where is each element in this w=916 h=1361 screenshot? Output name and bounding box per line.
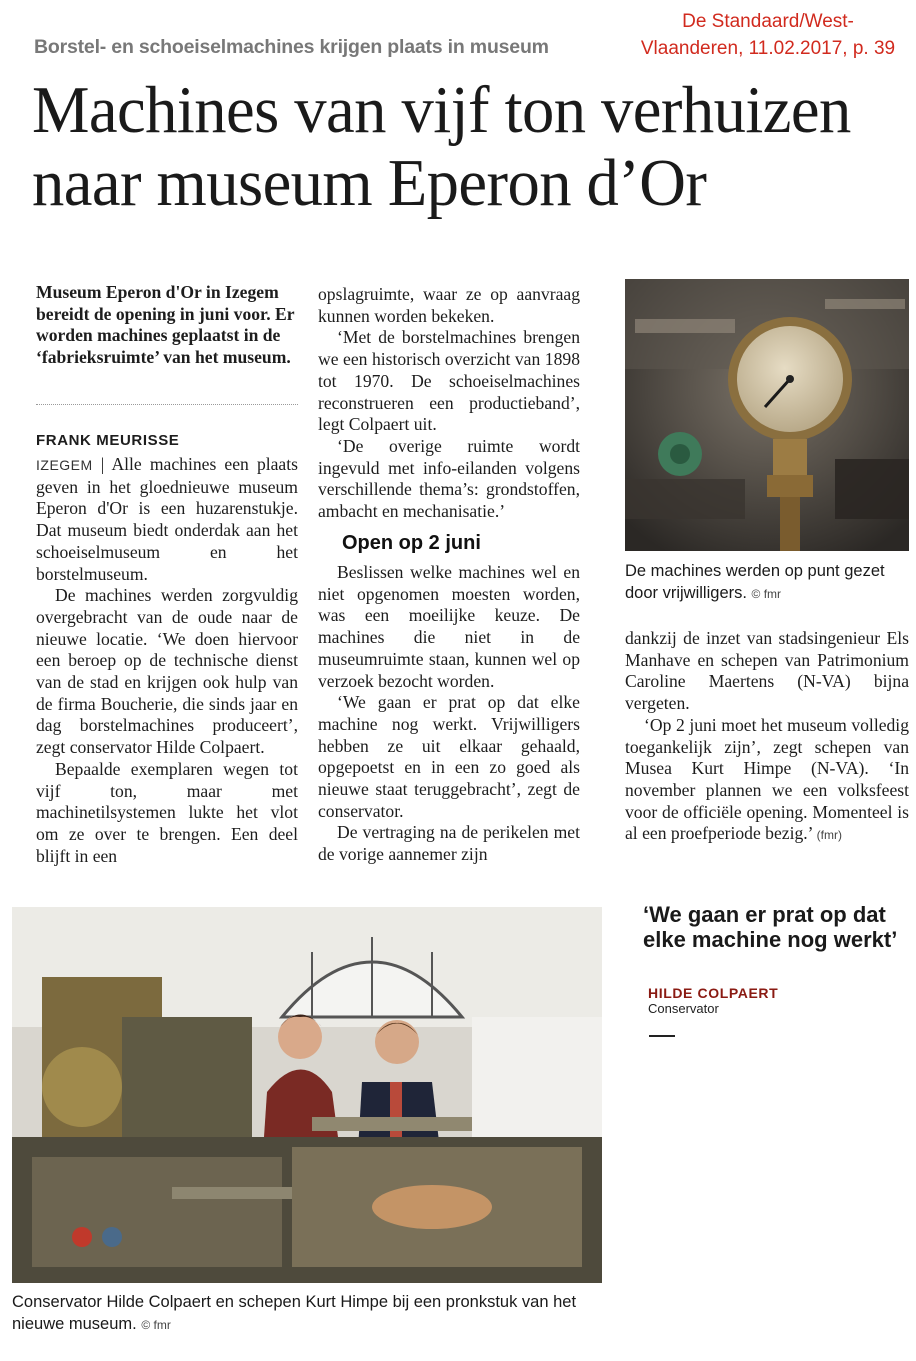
pull-quote-author: HILDE COLPAERT [648,985,779,1001]
photo-caption-museum [12,1291,612,1336]
headline [32,74,881,220]
dateline-separator: | [92,454,112,474]
pull-quote: ‘We gaan er prat op dat elke machine nog werkt’ [643,902,898,952]
source-note-line-1: De Standaard/West- [682,11,854,32]
paragraph: ‘We gaan er prat op dat elke machine nog werkt. Vrijwilligers hebben ze uit elkaar gehaald, opgepoetst en in een zo goed als nieuwe staat teruggebracht’, zegt de conservator. [318,692,580,821]
kicker: Borstel- en schoeiselmachines krijgen plaats in museum [34,36,549,58]
paragraph: ‘Met de borstelmachines brengen we een historisch overzicht van 1898 tot 1970. De schoeiselmachines reconstrueren een productieband’, legt Colpaert uit. [318,327,580,435]
photo-museum-interior [12,907,602,1283]
paragraph: dankzij de inzet van stadsingenieur Els Manhave en schepen van Patrimonium Caroline Maertens (N-VA) bijna vergeten. [625,628,909,714]
paragraph: De machines werden zorgvuldig overgebracht van de oude naar de nieuwe locatie. ‘We doen hiervoor een beroep op de technische dienst van de stad en krijgen ook hulp van de firma Boucherie, die sinds jaar en dag borstelmachines produceert’, zegt conservator Hilde Colpaert. [36,585,298,758]
subheading: Open op 2 juni [342,532,481,554]
article-column-2-bottom [318,562,580,866]
museum-interior-illustration [12,907,602,1283]
source-note [628,8,908,62]
pull-quote-divider [649,1035,675,1037]
intro-paragraph: Museum Eperon d'Or in Izegem bereidt de opening in juni voor. Er worden machines geplaatst in de ‘fabrieksruimte’ van het museum. [36,282,295,368]
caption-text: Conservator Hilde Colpaert en schepen Kurt Himpe bij een pronkstuk van het nieuwe museum. [12,1293,577,1333]
headline-line-2: naar museum Eperon d’Or [32,146,707,220]
source-note-line-2: Vlaanderen, 11.02.2017, p. 39 [640,38,896,59]
author-credit: (fmr) [816,828,842,843]
paragraph: ‘De overige ruimte wordt ingevuld met info-eilanden volgens verschillende thema’s: grondstoffen, ambacht en mechanisatie.’ [318,435,580,522]
pull-quote-role: Conservator [648,1001,719,1016]
caption-text: De machines werden op punt gezet door vrijwilligers. [625,562,885,602]
lead-text: Alle machines een plaats geven in het gloednieuwe museum Eperon d'Or is een huzarenstukje. Dat museum biedt onderdak aan het schoeiselmuseum en het borstelmuseum. [36,454,298,584]
paragraph: Beslissen welke machines wel en niet opgenomen moesten worden, was een moeilijke keuze. De machines die niet in de museumruimte staan, kunnen wel op verzoek bezocht worden. [318,562,580,691]
paragraph-text: ‘Op 2 juni moet het museum volledig toegankelijk zijn’, zegt schepen van Musea Kurt Himpe (N-VA). ‘In november plannen we een volksfeest voor de officiële opening. Momenteel is al een proefperiode bezig.’ [625,714,909,844]
intro-divider [36,404,298,405]
paragraph: opslagruimte, waar ze op aanvraag kunnen worden bekeken. [318,284,580,326]
paragraph: Bepaalde exemplaren wegen tot vijf ton, maar met machinetilsystemen lukte het vlot om ze over te brengen. Een deel blijft in een [36,758,298,866]
photo-credit: © fmr [751,587,782,601]
photo-pressure-gauge [625,279,909,551]
photo-caption-gauge [625,560,913,605]
paragraph [625,715,909,847]
paragraph: De vertraging na de perikelen met de vorige aannemer zijn [318,822,580,865]
dateline: IZEGEM [36,457,93,473]
byline: FRANK MEURISSE [36,432,180,449]
pressure-gauge-illustration [625,279,909,551]
article-column-2-top [318,284,580,523]
article-column-3 [625,628,909,847]
headline-line-1: Machines van vijf ton verhuizen [32,73,851,147]
lead-paragraph [36,454,298,585]
article-column-1 [36,454,298,867]
photo-credit: © fmr [141,1318,171,1332]
